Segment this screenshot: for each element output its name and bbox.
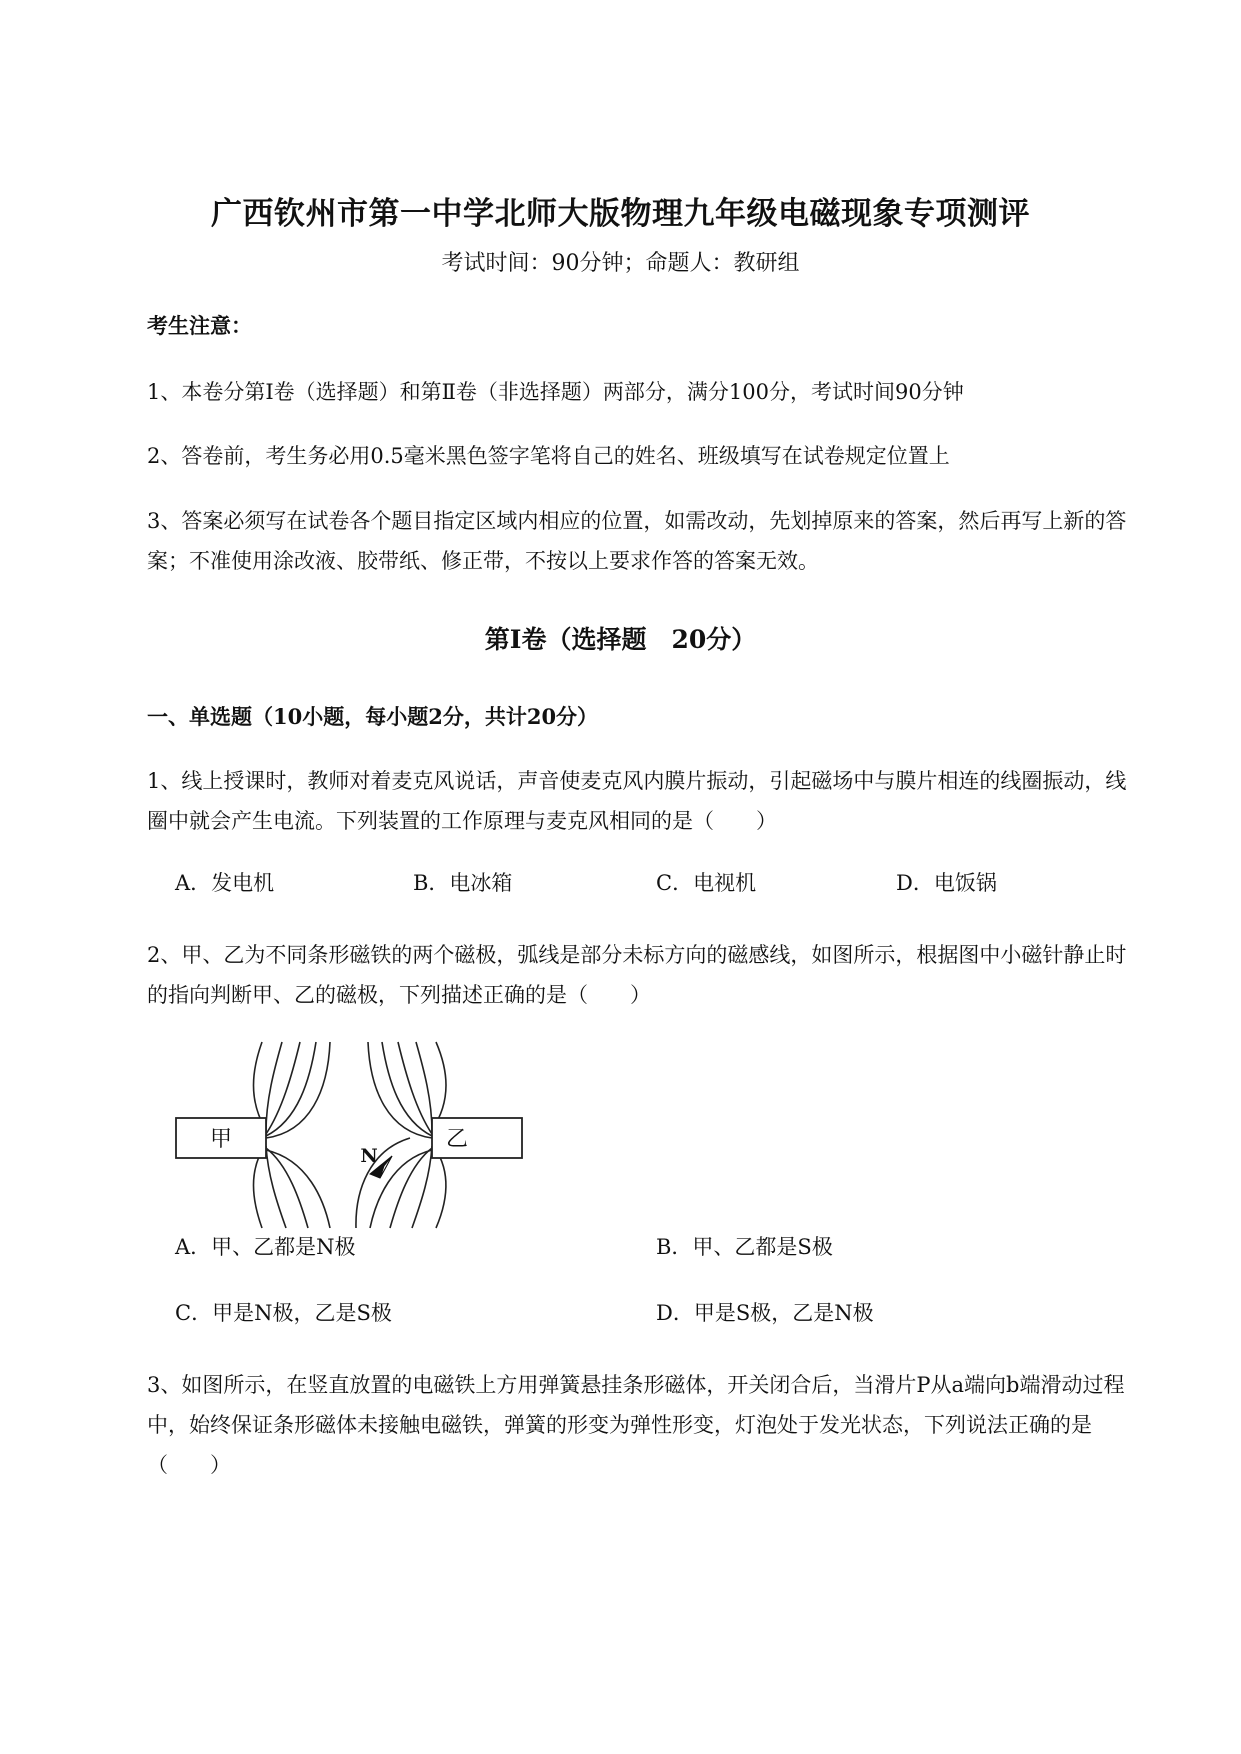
question-2-option-b: B．甲、乙都是S极 [656,1235,833,1259]
notice-heading: 考生注意： [147,313,252,338]
notice-item: 1、本卷分第I卷（选择题）和第Ⅱ卷（非选择题）两部分，满分100分，考试时间90分钟 [147,380,964,404]
magnet-right-label: 乙 [445,1127,469,1152]
question-2-option-a: A．甲、乙都是N极 [175,1235,356,1259]
section-title: 第I卷（选择题 20分） [484,625,757,654]
notice-item: 2、答卷前，考生务必用0.5毫米黑色签字笔将自己的姓名、班级填写在试卷规定位置上 [147,444,950,468]
magnet-field-figure [170,1040,530,1230]
question-1-option-b: B．电冰箱 [413,871,513,895]
notice-item: 3、答案必须写在试卷各个题目指定区域内相应的位置，如需改动，先划掉原来的答案，然后再写上新的答案；不准使用涂改液、胶带纸、修正带，不按以上要求作答的答案无效。 [147,509,1127,573]
page-subtitle: 考试时间：90分钟；命题人：教研组 [441,251,800,276]
question-1-text: 1、线上授课时，教师对着麦克风说话，声音使麦克风内膜片振动，引起磁场中与膜片相连的线圈振动，线圈中就会产生电流。下列装置的工作原理与麦克风相同的是（ ） [147,769,1127,833]
question-2-text: 2、甲、乙为不同条形磁铁的两个磁极，弧线是部分未标方向的磁感线，如图所示，根据图中小磁针静止时的指向判断甲、乙的磁极，下列描述正确的是（ ） [147,943,1127,1007]
magnet-left-label: 甲 [209,1127,233,1152]
question-1-option-a: A．发电机 [175,871,275,895]
page-title: 广西钦州市第一中学北师大版物理九年级电磁现象专项测评 [211,196,1030,232]
question-2-option-d: D．甲是S极，乙是N极 [656,1301,874,1325]
question-1-option-d: D．电饭锅 [896,871,997,895]
question-2-option-c: C．甲是N极，乙是S极 [175,1301,392,1325]
needle-north-label: N [360,1145,378,1167]
field-lines [254,1042,447,1228]
question-3-text: 3、如图所示，在竖直放置的电磁铁上方用弹簧悬挂条形磁体，开关闭合后，当滑片P从a端向b端滑动过程中，始终保证条形磁体未接触电磁铁，弹簧的形变为弹性形变，灯泡处于发光状态，下列说法正确的是（ ） [147,1373,1125,1477]
part-title: 一、单选题（10小题，每小题2分，共计20分） [147,704,599,729]
question-1-option-c: C．电视机 [656,871,757,895]
